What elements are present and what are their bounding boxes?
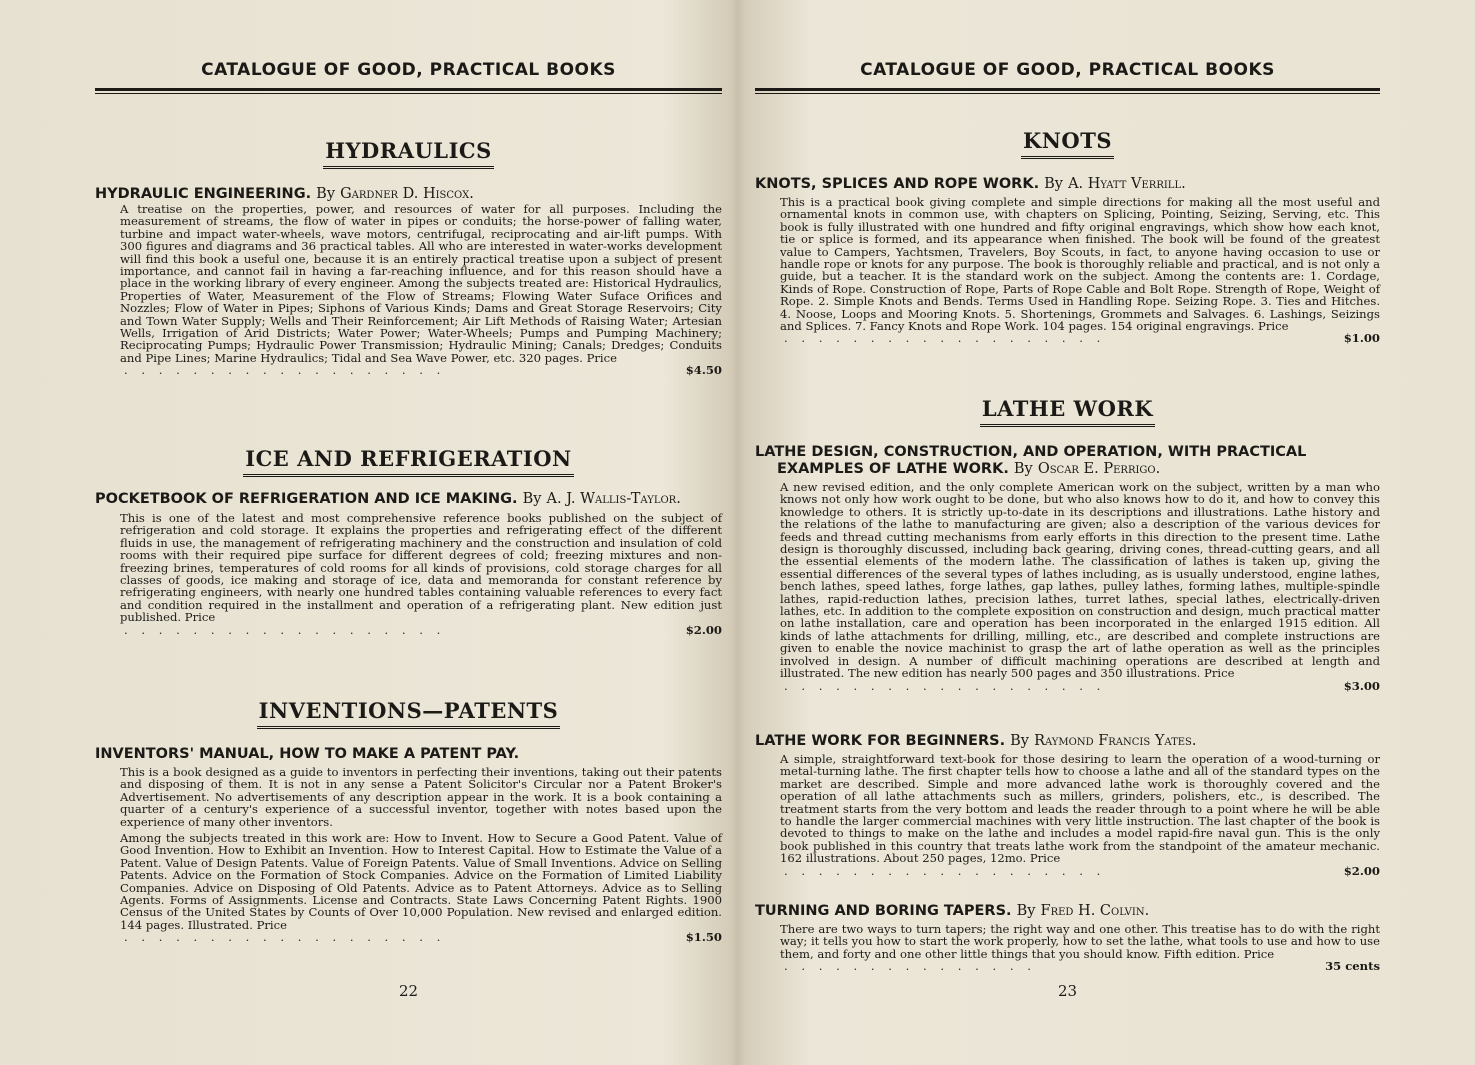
section-title-inventions-patents: INVENTIONS—PATENTS (95, 698, 722, 729)
entry-pocketbook-refrigeration (95, 491, 722, 636)
section-title-knots: KNOTS (755, 128, 1380, 159)
price: $2.00 (1343, 863, 1380, 878)
price: 35 cents (1325, 959, 1380, 974)
running-head-left: CATALOGUE OF GOOD, PRACTICAL BOOKS (201, 60, 616, 80)
price: $1.50 (685, 930, 722, 945)
section-title-hydraulics: HYDRAULICS (95, 138, 722, 169)
entry-description: This is a practical book giving complete and simple directions for making all the most useful and ornamental knots in common use, with chapters on Splicing, Pointing, Seizing, Serving, etc. This book is fully illustrated with one hundred and fifty original engravings, which show how each knot, tie or splice is formed, and its appearance when finished. The book will be found of the greatest value to Campers, Yachtsmen, Travelers, Boy Scouts, in fact, to anyone having occasion to use or handle rope or knots for any purpose. The book is thoroughly reliable and practical, and is not only a guide, but a teacher. It is the standard work on the subject. Among the contents are: 1. Cordage, Kinds of Rope. Construction of Rope, Parts of Rope Cable and Bolt Rope. Strength of Rope, Weight of Rope. 2. Simple Knots and Bends. Terms Used in Handling Rope. Seizing Rope. 3. Ties and Hitches. 4. Noose, Loops and Mooring Knots. 5. Shortenings, Grommets and Salvages. 6. Lashings, Seizings and Splices. 7. Fancy Knots and Rope Work. 104 pages. 154 original engravings. Price . . . . . . . . . . . . . . . . . . . $1.00 (780, 195, 1380, 346)
entry-description: There are two ways to turn tapers; the right way and one other. This treatise has to do with the right way; it tells you how to start the work properly, how to set the lathe, what tools to use and how to use them, and forty and one other little things that you should know. Fifth edition. Price . . . . . . . . . . . . . . . 35 cents (780, 922, 1380, 974)
entry-description: This is one of the latest and most comprehensive reference books published on the subject of refrigeration and cold storage. It explains the properties and refrigerating effect of the different fluids in use, the management of refrigerating machinery and the construction and insulation of cold rooms with their required pipe surface for different degrees of cold; freezing mixtures and non-freezing brines, temperatures of cold rooms for all kinds of provisions, cold storage charges for all classes of goods, ice making and storage of ice, data and memoranda for constant reference by refrigerating engineers, with nearly one hundred tables containing valuable references to every fact and condition required in the installment and operation of a refrigerating plant. New edition just published. Price . . . . . . . . . . . . . . . . . . . $2.00 (120, 511, 722, 637)
entry-description: A new revised edition, and the only complete American work on the subject, written by a man who knows not only how work ought to be done, but who also knows how to do it, and how to convey this knowledge to others. It is strictly up-to-date in its descriptions and illustrations. Lathe history and the relations of the lathe to manufacturing are given; also a description of the various devices for feeds and thread cutting mechanisms from early efforts in this direction to the present time. Lathe design is thoroughly discussed, including back gearing, driving cones, thread-cutting gears, and all the essential elements of the modern lathe. The classification of lathes is taken up, giving the essential differences of the several types of lathes including, as is usually understood, engine lathes, bench lathes, speed lathes, forge lathes, gap lathes, pulley lathes, forming lathes, multiple-spindle lathes, rapid-reduction lathes, precision lathes, turret lathes, special lathes, electrically-driven lathes, etc. In addition to the complete exposition on construction and design, much practical matter on lathe installation, care and operation has been incorporated in the enlarged 1915 edition. All kinds of lathe attachments for drilling, milling, etc., are described and complete instructions are given to enable the novice machinist to grasp the art of lathe operation as well as the principles involved in design. A number of difficult machining operations are described at length and illustrated. The new edition has nearly 500 pages and 350 illustrations. Price . . . . . . . . . . . . . . . . . . . $3.00 (780, 480, 1380, 693)
entry-title: INVENTORS' MANUAL, HOW TO MAKE A PATENT PAY. (95, 746, 520, 762)
entry-lathe-work-beginners (755, 733, 1380, 877)
header-rule-right (755, 88, 1380, 91)
running-head-right: CATALOGUE OF GOOD, PRACTICAL BOOKS (860, 60, 1275, 80)
section-title-lathe-work: LATHE WORK (755, 396, 1380, 427)
page-number-left: 22 (398, 982, 419, 1000)
entry-inventors-manual (95, 746, 722, 944)
entry-title: HYDRAULIC ENGINEERING. By Gardner D. Hiscox. (95, 186, 474, 202)
left-page (95, 0, 722, 1065)
price: $4.50 (685, 363, 722, 378)
section-title-ice-refrigeration: ICE AND REFRIGERATION (95, 446, 722, 477)
header-rule-left (95, 88, 722, 91)
entry-title: LATHE DESIGN, CONSTRUCTION, AND OPERATION, WITH PRACTICAL EXAMPLES OF LATHE WORK. By Oscar E. Perrigo. (755, 444, 1307, 477)
entry-description-subjects: Among the subjects treated in this work are: How to Invent. How to Secure a Good Patent. Value of Good Invention. How to Exhibit an Invention. How to Interest Capital. How to Estimate the Value of a Patent. Value of Design Patents. Value of Foreign Patents. Value of Small Inventions. Advice on Selling Patents. Advice on the Formation of Stock Companies. Advice on the Formation of Limited Liability Companies. Advice on Disposing of Old Patents. Advice as to Patent Attorneys. Advice as to Selling Agents. Forms of Assignments. License and Contracts. State Laws Concerning Patent Rights. 1900 Census of the United States by Counts of Over 10,000 Population. New revised and enlarged edition. 144 pages. Illustrated. Price . . . . . . . . . . . . . . . . . . . $1.50 (120, 831, 722, 945)
right-page (755, 0, 1380, 1065)
entry-lathe-design (755, 444, 1380, 692)
entry-knots-splices (755, 176, 1380, 345)
price: $2.00 (685, 622, 722, 637)
entry-title: KNOTS, SPLICES AND ROPE WORK. By A. Hyatt Verrill. (755, 176, 1186, 192)
page-number-right: 23 (1057, 982, 1078, 1000)
entry-turning-boring-tapers (755, 903, 1380, 973)
price: $1.00 (1343, 331, 1380, 346)
entry-hydraulic-engineering (95, 186, 722, 377)
entry-title: TURNING AND BORING TAPERS. By Fred H. Colvin. (755, 903, 1150, 919)
entry-title: LATHE WORK FOR BEGINNERS. By Raymond Francis Yates. (755, 733, 1197, 749)
price: $3.00 (1343, 678, 1380, 693)
entry-description: A treatise on the properties, power, and resources of water for all purposes. Including the measurement of streams, the flow of water in pipes or conduits; the horse-power of falling water, turbine and impact water-wheels, wave motors, centrifugal, reciprocating and air-lift pumps. With 300 figures and diagrams and 36 practical tables. All who are interested in water-works development will find this book a useful one, because it is an entirely practical treatise upon a subject of present importance, and cannot fail in having a far-reaching influence, and for this reason should have a place in the working library of every engineer. Among the subjects treated are: Historical Hydraulics, Properties of Water, Measurement of the Flow of Streams; Flowing Water Suface Orifices and Nozzles; Flow of Water in Pipes; Siphons of Various Kinds; Dams and Great Storage Reservoirs; City and Town Water Supply; Wells and Their Reinforcement; Air Lift Methods of Raising Water; Artesian Wells, Irrigation of Arid Districts; Water Power; Water-Wheels; Pumps and Pumping Machinery; Reciprocating Pumps; Hydraulic Power Transmission; Hydraulic Mining; Canals; Dredges; Conduits and Pipe Lines; Marine Hydraulics; Tidal and Sea Wave Power, etc. 320 pages. Price . . . . . . . . . . . . . . . . . . . $4.50 (120, 202, 722, 378)
entry-title: POCKETBOOK OF REFRIGERATION AND ICE MAKING. By A. J. Wallis-Taylor. (95, 491, 681, 507)
entry-description: This is a book designed as a guide to inventors in perfecting their inventions, taking out their patents and disposing of them. It is not in any sense a Patent Solicitor's Circular nor a Patent Broker's Advertisement. No advertisements of any description appear in the work. It is a book containing a quarter of a century's experience of a successful inventor, together with notes based upon the experience of many other inventors. (120, 765, 722, 829)
entry-description: A simple, straightforward text-book for those desiring to learn the operation of a wood-turning or metal-turning lathe. The first chapter tells how to choose a lathe and all of the standard types on the market are described. Simple and more advanced lathe work is thoroughly covered and the operation of all lathe attachments such as millers, grinders, polishers, etc., is described. The treatment starts from the very bottom and leads the reader through to a point where he will be able to handle the larger commercial machines with very little instruction. The last chapter of the book is devoted to things to make on the lathe and includes a model rapid-fire naval gun. This is the only book published in this country that treats lathe work from the standpoint of the amateur mechanic. 162 illustrations. About 250 pages, 12mo. Price . . . . . . . . . . . . . . . . . . . $2.00 (780, 752, 1380, 878)
